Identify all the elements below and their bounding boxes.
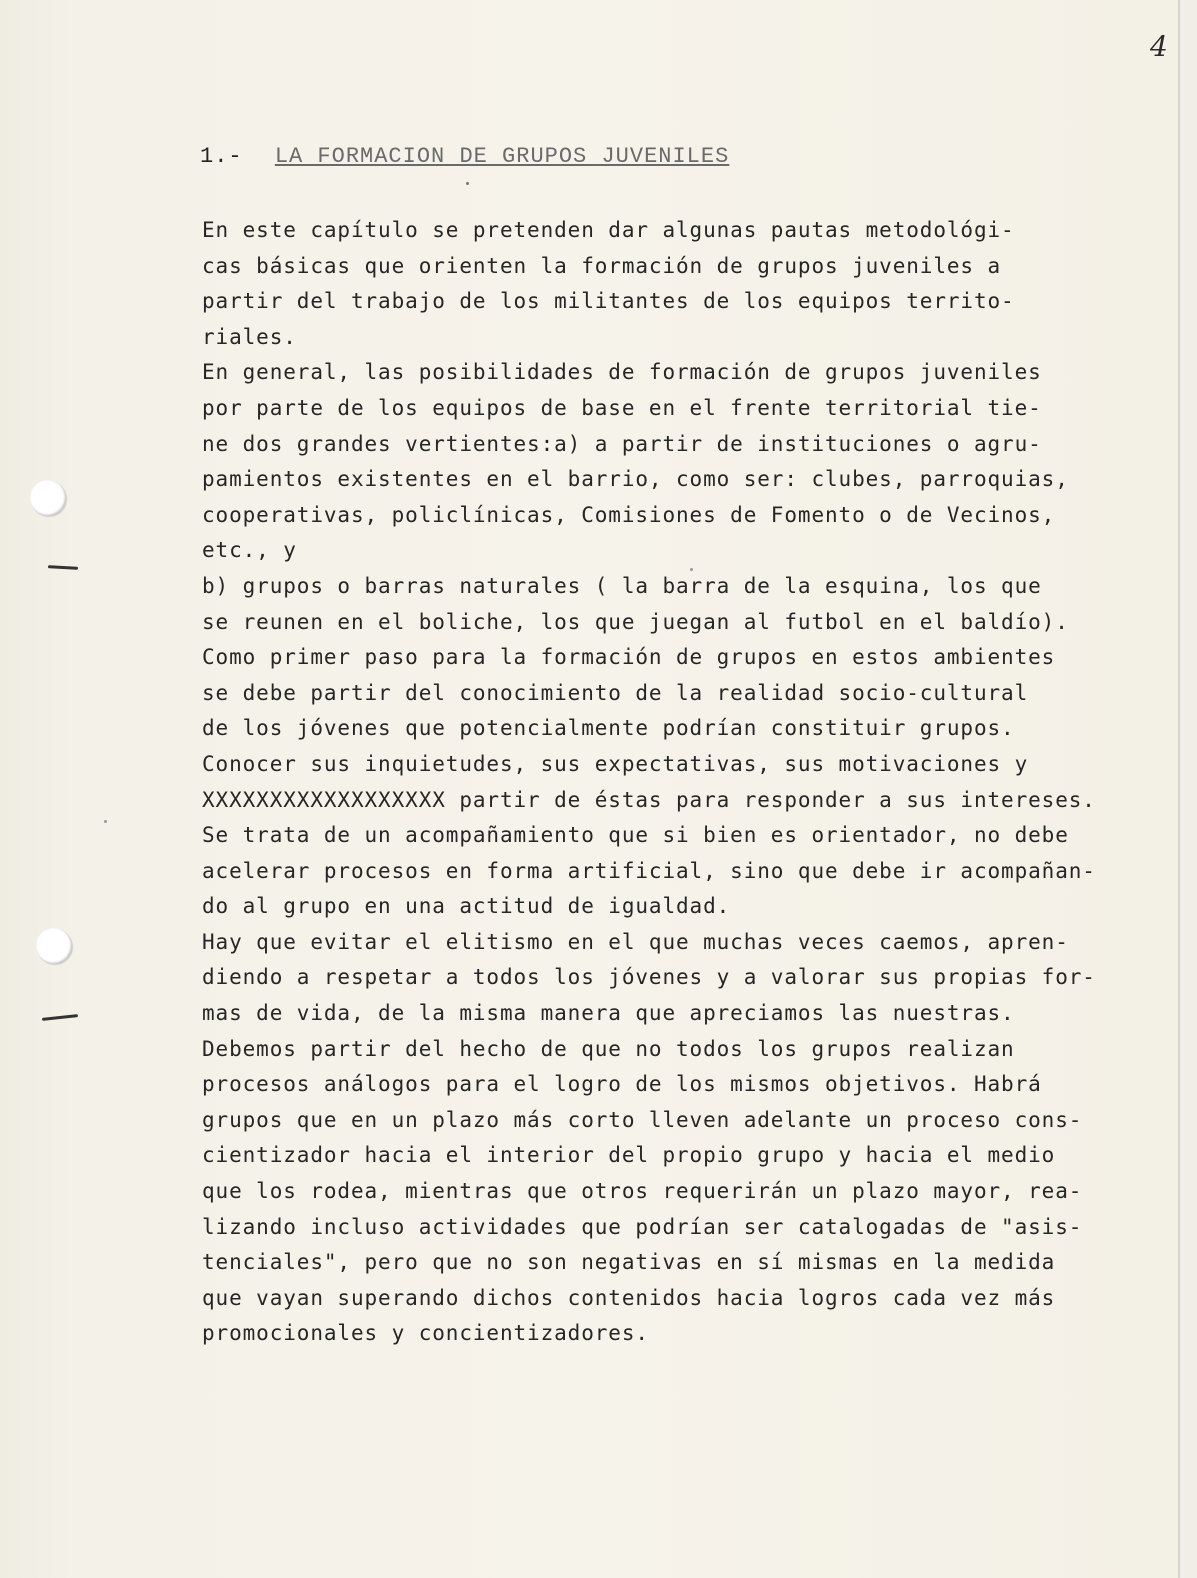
heading-title: LA FORMACION DE GRUPOS JUVENILES [274, 144, 730, 169]
page-number: 4 [1150, 30, 1168, 63]
punch-hole-icon [36, 928, 72, 964]
paper-speck [104, 820, 107, 823]
heading-number: 1.- [200, 144, 243, 169]
ink-dot [466, 182, 469, 185]
scanner-edge [1180, 0, 1197, 1578]
section-heading [200, 144, 729, 169]
body-text: En este capítulo se pretenden dar algunas pautas metodológi- cas básicas que orienten la formación de grupos juveniles a partir del trabajo de los militantes de los equipos territo- riales. En general, las posibilidades de formación de grupos juveniles por parte de los equipos de base en el frente territorial tie- ne dos grandes vertientes:a) a partir de instituciones o agru- pamientos existentes en el barrio, como ser: clubes, parroquias, cooperativas, policlínicas, Comisiones de Fomento o de Vecinos, etc., y b) grupos o barras naturales ( la barra de la esquina, los que se reunen en el boliche, los que juegan al futbol en el baldío). Como primer paso para la formación de grupos en estos ambientes se debe partir del conocimiento de la realidad socio-cultural de los jóvenes que potencialmente podrían constituir grupos. Conocer sus inquietudes, sus expectativas, sus motivaciones y XXXXXXXXXXXXXXXXXX partir de éstas para responder a sus intereses. Se trata de un acompañamiento que si bien es orientador, no debe acelerar procesos en forma artificial, sino que debe ir acompañan- do al grupo en una actitud de igualdad. Hay que evitar el elitismo en el que muchas veces caemos, apren- diendo a respetar a todos los jóvenes y a valorar sus propias for- mas de vida, de la misma manera que apreciamos las nuestras. Debemos partir del hecho de que no todos los grupos realizan procesos análogos para el logro de los mismos objetivos. Habrá grupos que en un plazo más corto lleven adelante un proceso cons- cientizador hacia el interior del propio grupo y hacia el medio que los rodea, mientras que otros requerirán un plazo mayor, rea- lizando incluso actividades que podrían ser catalogadas de "asis- tenciales", pero que no son negativas en sí mismas en la medida que vayan superando dichos contenidos hacia logros cada vez más promocionales y concientizadores. [202, 218, 1096, 1346]
punch-hole-icon [30, 480, 66, 516]
paper-speck [690, 568, 693, 571]
